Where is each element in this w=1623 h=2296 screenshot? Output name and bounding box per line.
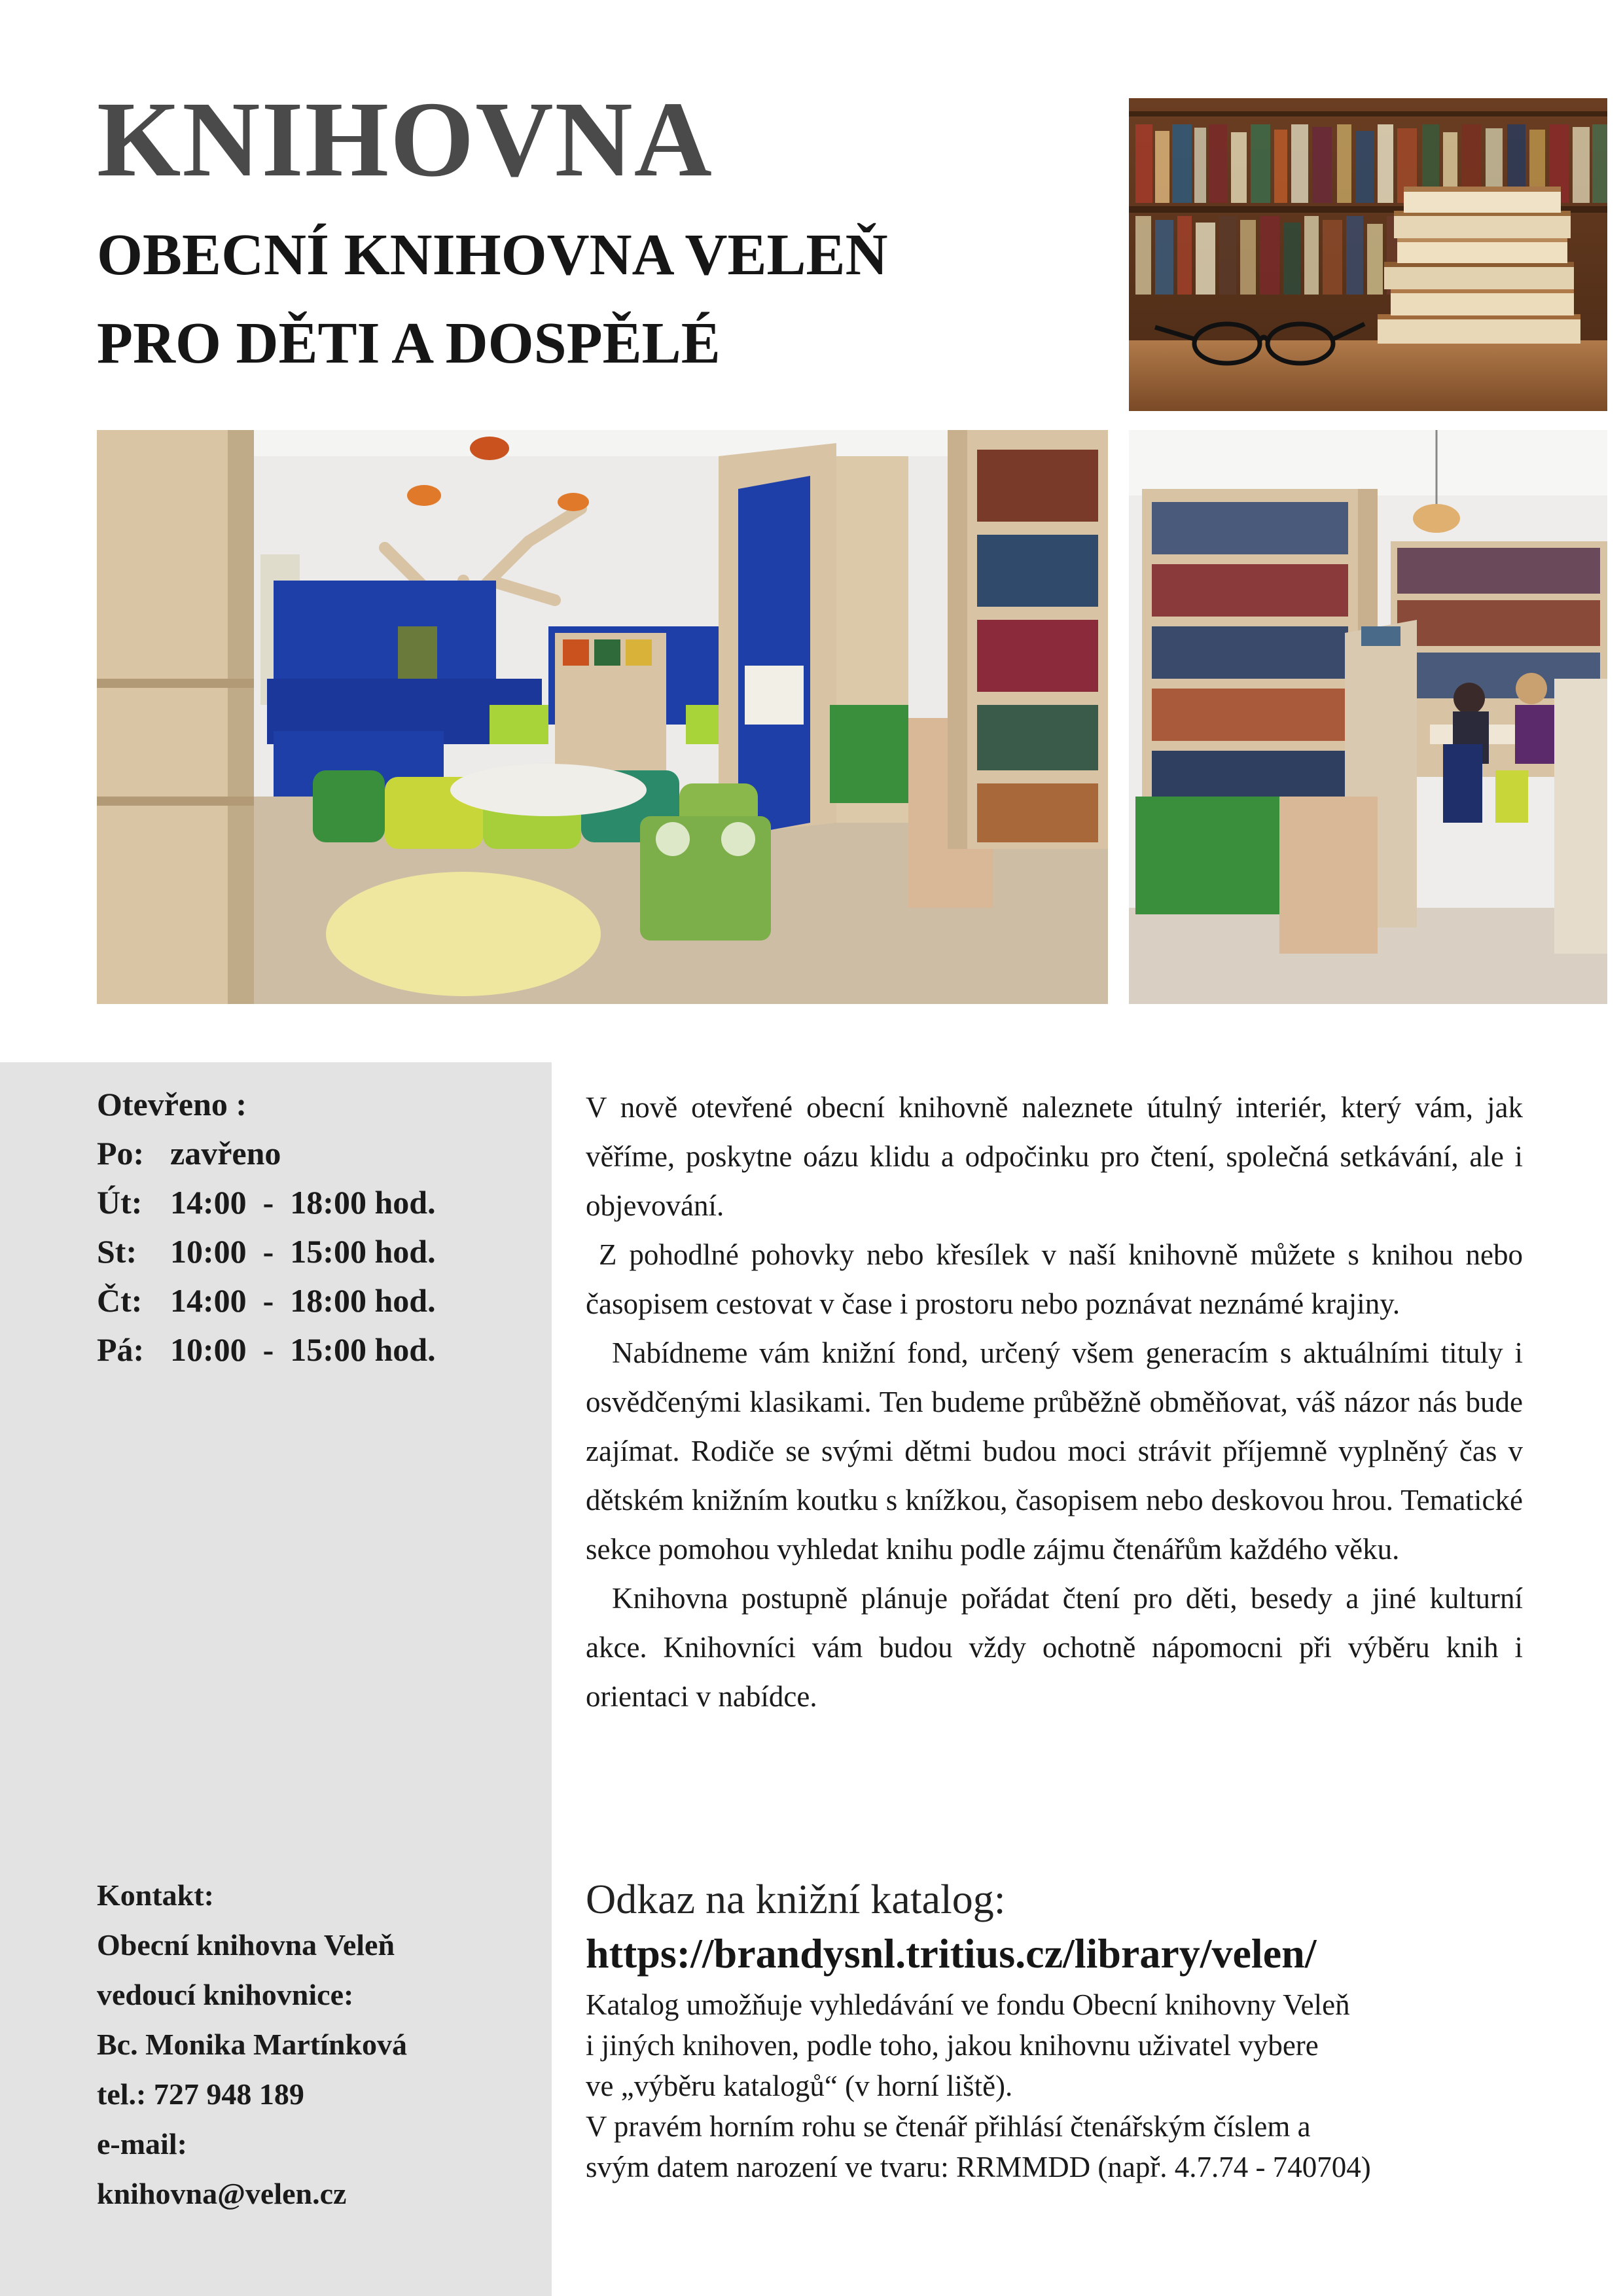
hours-row [97, 1178, 436, 1227]
contact-phone: tel.: 727 948 189 [97, 2077, 304, 2111]
hours-row [97, 1276, 436, 1325]
description-paragraph: Z pohodlné pohovky nebo křesílek v naší knihovně můžete s knihou nebo časopisem cestovat v čase i prostoru nebo poznávat neznámé krajiny. [586, 1238, 1523, 1320]
books-glasses-photo [1129, 98, 1607, 411]
page-title: KNIHOVNA [97, 79, 713, 199]
catalog-line: V pravém horním rohu se čtenář přihlásí čtenářským číslem a [586, 2110, 1311, 2143]
description-paragraph: Knihovna postupně plánuje pořádat čtení pro děti, besedy a jiné kulturní akce. Knihovníci vám budou vždy ochotně nápomocni při výběru knih i orientaci v nabídce. [586, 1582, 1523, 1713]
hours-row [97, 1325, 436, 1374]
hours-day: Út: [97, 1184, 143, 1221]
opening-hours [97, 1080, 436, 1374]
hours-time: 10:00 - 15:00 hod. [170, 1233, 436, 1270]
children-corner-photo [97, 430, 1108, 1004]
catalog-line: Katalog umožňuje vyhledávání ve fondu Obecní knihovny Veleň [586, 1988, 1350, 2021]
hours-time: 10:00 - 15:00 hod. [170, 1331, 436, 1368]
hours-time: 14:00 - 18:00 hod. [170, 1282, 436, 1319]
catalog-line: ve „výběru katalogů“ (v horní liště). [586, 2070, 1013, 2102]
description-paragraph: Nabídneme vám knižní fond, určený všem generacím s aktuálními tituly i osvědčenými klasikami. Ten budeme průběžně obměňovat, váš názor nás bude zajímat. Rodiče se svými dětmi budou moci strávit příjemně vyplněný čas v dětském knižním koutku s knížkou, časopisem nebo deskovou hrou. Tematické sekce pomohou vyhledat knihu podle zájmu čtenářům každého věku. [586, 1336, 1523, 1566]
contact-heading: Kontakt: [97, 1878, 214, 1912]
contact-email-label: e-mail: [97, 2127, 187, 2161]
catalog-link[interactable]: https://brandysnl.tritius.cz/library/velen/ [586, 1930, 1317, 1977]
catalog-heading: Odkaz na knižní katalog: [586, 1876, 1006, 1922]
contact-org: Obecní knihovna Veleň [97, 1928, 395, 1962]
catalog-line: svým datem narození ve tvaru: RRMMDD (např. 4.7.74 - 740704) [586, 2151, 1371, 2183]
hours-day: Po: [97, 1135, 145, 1172]
contact-role: vedoucí knihovnice: [97, 1978, 354, 2011]
description [586, 1083, 1523, 1721]
hours-time: 14:00 - 18:00 hod. [170, 1184, 436, 1221]
description-paragraph: V nově otevřené obecní knihovně naleznete útulný interiér, který vám, jak věříme, poskytne oázu klidu a odpočinku pro čtení, společná setkávání, ale i objevování. [586, 1091, 1523, 1222]
hours-row [97, 1227, 436, 1276]
hours-day: Čt: [97, 1282, 143, 1319]
reading-room-photo [1129, 430, 1607, 1004]
subtitle-line-2: PRO DĚTI A DOSPĚLÉ [97, 311, 721, 376]
hours-time: zavřeno [170, 1135, 281, 1172]
contact-email: knihovna@velen.cz [97, 2177, 347, 2210]
contact-name: Bc. Monika Martínková [97, 2028, 408, 2061]
subtitle-line-1: OBECNÍ KNIHOVNA VELEŇ [97, 223, 888, 287]
hours-day: St: [97, 1233, 137, 1270]
hours-row [97, 1129, 436, 1178]
catalog-line: i jiných knihoven, podle toho, jakou knihovnu uživatel vybere [586, 2029, 1319, 2062]
contact-block [97, 1871, 407, 2219]
hours-day: Pá: [97, 1331, 145, 1368]
hours-heading: Otevřeno : [97, 1086, 247, 1122]
catalog-description [586, 1984, 1554, 2187]
